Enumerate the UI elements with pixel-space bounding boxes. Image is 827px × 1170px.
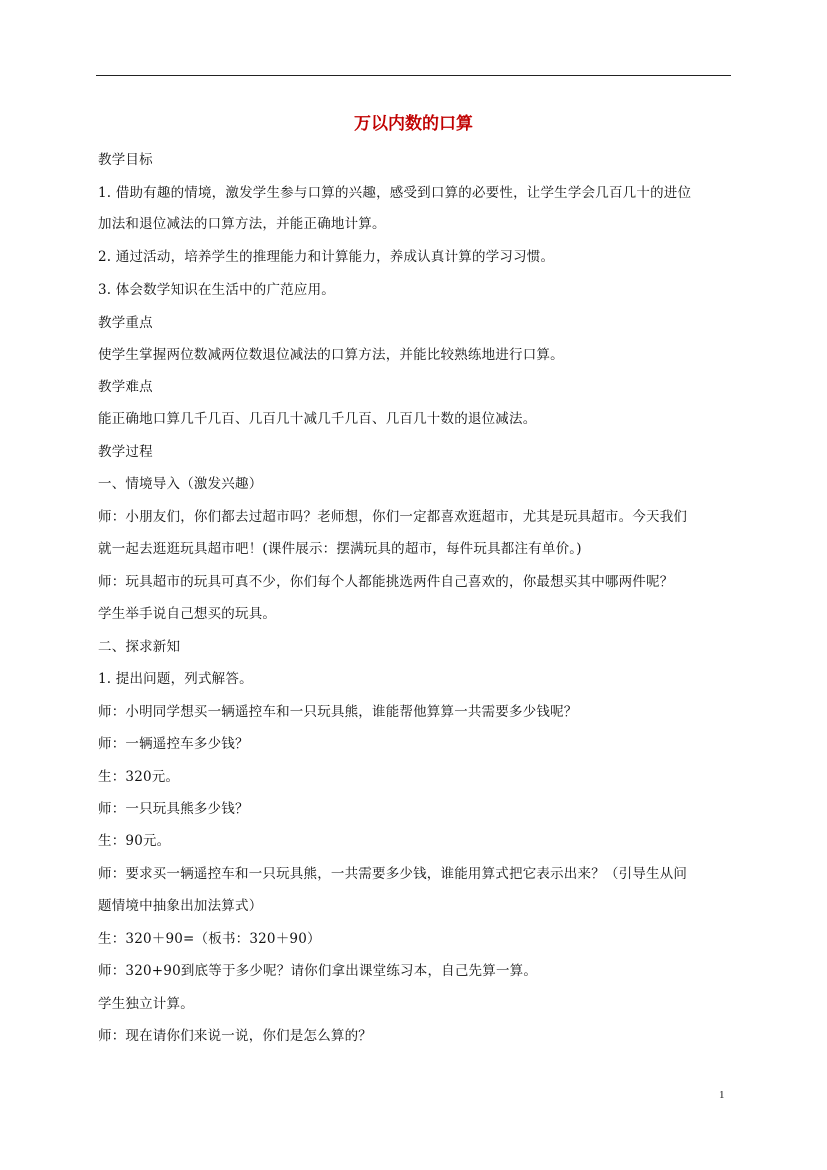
section-heading: 一、情境导入（激发兴趣） xyxy=(98,476,263,492)
header-rule xyxy=(96,75,731,76)
paragraph-line: 学生独立计算。 xyxy=(98,996,194,1012)
paragraph-line: 学生举手说自己想买的玩具。 xyxy=(98,606,277,622)
paragraph-line: 生：320＋90=（板书：320＋90） xyxy=(98,931,321,947)
paragraph-line: 生：320元。 xyxy=(98,769,180,785)
section-heading: 教学目标 xyxy=(98,152,153,168)
page-number: 1 xyxy=(719,1089,725,1101)
paragraph-line: 师：玩具超市的玩具可真不少，你们每个人都能挑选两件自己喜欢的，你最想买其中哪两件呢？ xyxy=(98,574,674,590)
paragraph-line: 能正确地口算几千几百、几百几十减几千几百、几百几十数的退位减法。 xyxy=(98,411,537,427)
paragraph-line: 题情境中抽象出加法算式） xyxy=(98,898,263,914)
paragraph-line: 1. 提出问题，列式解答。 xyxy=(98,671,253,687)
section-heading: 教学难点 xyxy=(98,379,153,395)
paragraph-line: 生：90元。 xyxy=(98,833,171,849)
section-heading: 二、探求新知 xyxy=(98,639,181,655)
paragraph-line: 师：现在请你们来说一说，你们是怎么算的？ xyxy=(98,1028,372,1044)
paragraph-line: 使学生掌握两位数减两位数退位减法的口算方法，并能比较熟练地进行口算。 xyxy=(98,347,564,363)
paragraph-line: 师：要求买一辆遥控车和一只玩具熊，一共需要多少钱，谁能用算式把它表示出来？（引导生从问 xyxy=(98,866,688,882)
paragraph-line: 就一起去逛逛玩具超市吧！(课件展示：摆满玩具的超市，每件玩具都注有单价。) xyxy=(98,541,582,557)
paragraph-line: 师：小明同学想买一辆遥控车和一只玩具熊，谁能帮他算算一共需要多少钱呢？ xyxy=(98,704,578,720)
paragraph-line: 师：小朋友们，你们都去过超市吗？老师想，你们一定都喜欢逛超市，尤其是玩具超市。今天我们 xyxy=(98,509,688,525)
paragraph-line: 师：一只玩具熊多少钱？ xyxy=(98,801,249,817)
paragraph-line: 师：一辆遥控车多少钱？ xyxy=(98,736,249,752)
paragraph-line: 2. 通过活动，培养学生的推理能力和计算能力，养成认真计算的学习习惯。 xyxy=(98,249,555,265)
paragraph-line: 师：320+90到底等于多少呢？请你们拿出课堂练习本，自己先算一算。 xyxy=(98,963,538,979)
document-title: 万以内数的口算 xyxy=(354,114,473,134)
section-heading: 教学重点 xyxy=(98,315,153,331)
section-heading: 教学过程 xyxy=(98,444,153,460)
paragraph-line: 1. 借助有趣的情境，激发学生参与口算的兴趣，感受到口算的必要性，让学生学会几百几十的进位 xyxy=(98,185,692,201)
paragraph-line: 3. 体会数学知识在生活中的广范应用。 xyxy=(98,282,335,298)
paragraph-line: 加法和退位减法的口算方法，并能正确地计算。 xyxy=(98,216,386,232)
